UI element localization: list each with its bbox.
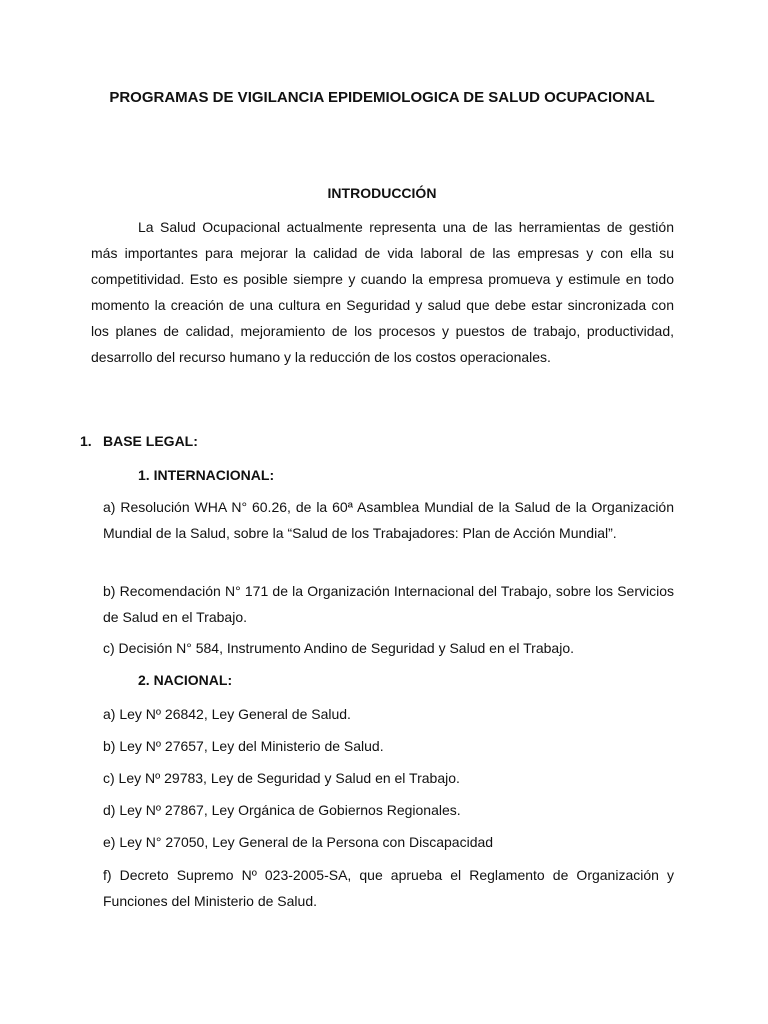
intro-heading: INTRODUCCIÓN [327,185,437,201]
list-item: b) Ley Nº 27657, Ley del Ministerio de Salud. [103,738,384,754]
section-label: BASE LEGAL: [103,433,198,449]
section-base-legal-heading [80,431,198,451]
subsection-internacional-heading: 1. INTERNACIONAL: [138,467,275,483]
subsection-nacional-heading: 2. NACIONAL: [138,672,233,688]
list-item: c) Decisión N° 584, Instrumento Andino de Seguridad y Salud en el Trabajo. [103,640,574,656]
list-item: b) Recomendación N° 171 de la Organización Internacional del Trabajo, sobre los Servicios de Salud en el Trabajo. [103,583,674,625]
list-item: e) Ley N° 27050, Ley General de la Persona con Discapacidad [103,834,494,850]
list-item: a) Ley Nº 26842, Ley General de Salud. [103,706,351,722]
list-item: f) Decreto Supremo Nº 023-2005-SA, que aprueba el Reglamento de Organización y Funciones del Ministerio de Salud. [103,867,674,909]
document-title: PROGRAMAS DE VIGILANCIA EPIDEMIOLOGICA DE SALUD OCUPACIONAL [109,89,655,106]
list-item: a) Resolución WHA N° 60.26, de la 60ª Asamblea Mundial de la Salud de la Organización Mundial de la Salud, sobre la “Salud de los Trabajadores: Plan de Acción Mundial”. [103,499,674,541]
intro-paragraph: La Salud Ocupacional actualmente representa una de las herramientas de gestión más importantes para mejorar la calidad de vida laboral de las empresas y con ella su competitividad. Esto es posible siempre y cuando la empresa promueva y estimule en todo momento la creación de una cultura en Seguridad y salud que debe estar sincronizada con los planes de calidad, mejoramiento de los procesos y puestos de trabajo, productividad, desarrollo del recurso humano y la reducción de los costos operacionales. [91,219,674,365]
list-item: d) Ley Nº 27867, Ley Orgánica de Gobiernos Regionales. [103,802,461,818]
list-item: c) Ley Nº 29783, Ley de Seguridad y Salud en el Trabajo. [103,770,460,786]
section-number: 1. [80,433,92,449]
